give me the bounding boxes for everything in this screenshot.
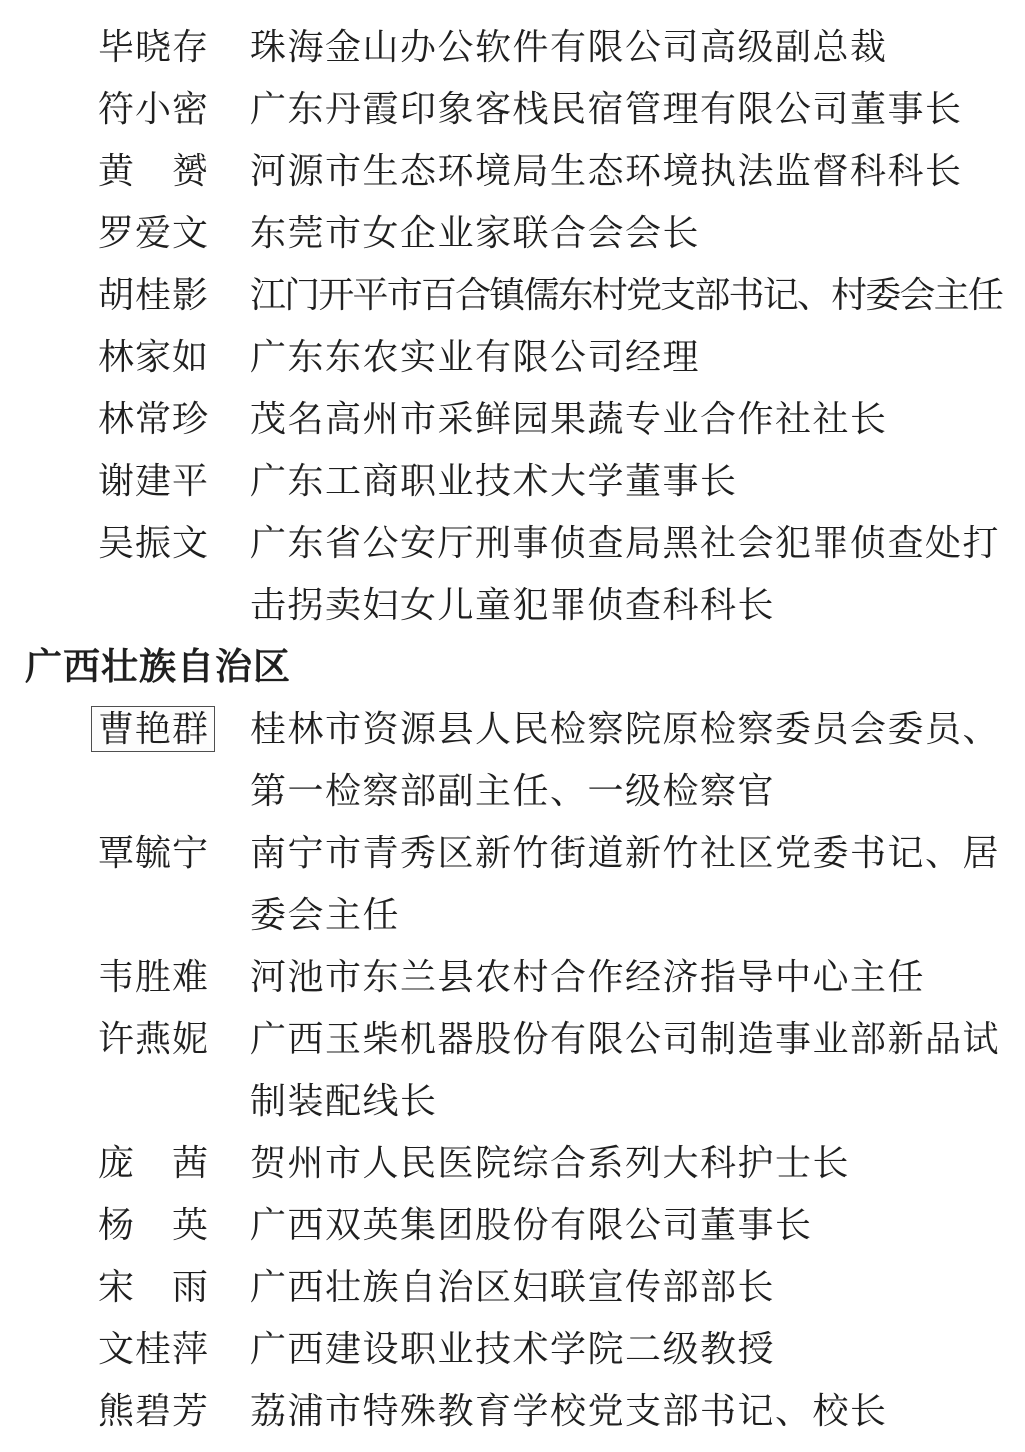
person-name: 覃毓宁 bbox=[98, 833, 208, 873]
entry-row bbox=[98, 16, 1025, 78]
position-text bbox=[250, 822, 1000, 946]
position-line: 广东丹霞印象客栈民宿管理有限公司董事长 bbox=[250, 89, 963, 129]
entry-row bbox=[98, 512, 1025, 636]
entry-row bbox=[98, 78, 1025, 140]
position-text bbox=[250, 78, 963, 140]
person-name: 符小密 bbox=[98, 89, 208, 129]
name-column bbox=[98, 512, 208, 574]
position-line: 贺州市人民医院综合系列大科护士长 bbox=[250, 1143, 851, 1183]
position-line: 广西壮族自治区妇联宣传部部长 bbox=[250, 1267, 776, 1307]
person-name: 熊碧芳 bbox=[98, 1391, 208, 1431]
position-line: 南宁市青秀区新竹街道新竹社区党委书记、居 bbox=[250, 833, 1001, 873]
position-line: 河池市东兰县农村合作经济指导中心主任 bbox=[250, 957, 926, 997]
person-name: 黄 赟 bbox=[98, 151, 208, 191]
position-text bbox=[250, 1132, 850, 1194]
name-column bbox=[98, 388, 208, 450]
entry-row bbox=[98, 698, 1025, 822]
name-column bbox=[98, 1256, 208, 1318]
position-text bbox=[250, 388, 888, 450]
name-column bbox=[98, 16, 208, 78]
position-text bbox=[250, 1256, 775, 1318]
name-column bbox=[98, 822, 208, 884]
name-column bbox=[98, 140, 208, 202]
section-header: 广西壮族自治区 bbox=[25, 646, 291, 687]
position-line: 江门开平市百合镇儒东村党支部书记、村委会主任 bbox=[250, 275, 1003, 315]
entry-row bbox=[98, 202, 1025, 264]
name-column bbox=[98, 1194, 208, 1256]
position-text bbox=[250, 512, 1000, 636]
person-name: 许燕妮 bbox=[98, 1019, 208, 1059]
name-column bbox=[98, 450, 208, 512]
entry-row bbox=[98, 1132, 1025, 1194]
entry-row bbox=[98, 140, 1025, 202]
position-text bbox=[250, 140, 963, 202]
position-line: 击拐卖妇女儿童犯罪侦查科科长 bbox=[250, 585, 776, 625]
position-line: 委会主任 bbox=[250, 895, 401, 935]
position-text bbox=[250, 1318, 775, 1380]
position-text bbox=[250, 1380, 888, 1442]
name-column bbox=[98, 326, 208, 388]
person-name: 林家如 bbox=[98, 337, 208, 377]
entry-row bbox=[98, 450, 1025, 512]
entry-row bbox=[98, 946, 1025, 1008]
name-column bbox=[98, 264, 208, 326]
person-name: 吴振文 bbox=[98, 523, 208, 563]
person-name: 文桂萍 bbox=[98, 1329, 208, 1369]
entry-row bbox=[98, 1256, 1025, 1318]
position-line: 东莞市女企业家联合会会长 bbox=[250, 213, 701, 253]
person-name: 庞 茜 bbox=[98, 1143, 208, 1183]
position-text bbox=[250, 264, 1002, 326]
position-line: 茂名高州市采鲜园果蔬专业合作社社长 bbox=[250, 399, 888, 439]
name-column bbox=[98, 1318, 208, 1380]
entry-row bbox=[98, 326, 1025, 388]
position-line: 第一检察部副主任、一级检察官 bbox=[250, 771, 776, 811]
position-line: 制装配线长 bbox=[250, 1081, 438, 1121]
entry-row bbox=[98, 1318, 1025, 1380]
position-text bbox=[250, 202, 700, 264]
position-line: 桂林市资源县人民检察院原检察委员会委员、 bbox=[250, 709, 1001, 749]
position-text bbox=[250, 16, 888, 78]
name-column bbox=[98, 1008, 208, 1070]
position-line: 广东工商职业技术大学董事长 bbox=[250, 461, 738, 501]
entry-row bbox=[98, 1194, 1025, 1256]
position-text bbox=[250, 326, 700, 388]
name-column bbox=[98, 202, 208, 264]
entry-row bbox=[98, 388, 1025, 450]
person-name: 杨 英 bbox=[98, 1205, 208, 1245]
position-text bbox=[250, 698, 1000, 822]
person-name: 谢建平 bbox=[98, 461, 208, 501]
position-line: 广西建设职业技术学院二级教授 bbox=[250, 1329, 776, 1369]
entry-row bbox=[98, 822, 1025, 946]
person-name: 罗爱文 bbox=[98, 213, 208, 253]
person-name: 胡桂影 bbox=[98, 275, 208, 315]
person-name: 林常珍 bbox=[98, 399, 208, 439]
name-column bbox=[98, 78, 208, 140]
position-line: 广西双英集团股份有限公司董事长 bbox=[250, 1205, 813, 1245]
position-text bbox=[250, 946, 925, 1008]
person-name: 韦胜难 bbox=[98, 957, 208, 997]
name-column bbox=[98, 1132, 208, 1194]
position-line: 广东东农实业有限公司经理 bbox=[250, 337, 701, 377]
person-name: 宋 雨 bbox=[98, 1267, 208, 1307]
entry-row bbox=[98, 1008, 1025, 1132]
name-column bbox=[98, 698, 208, 760]
name-column bbox=[98, 946, 208, 1008]
entry-row bbox=[98, 1380, 1025, 1442]
position-line: 河源市生态环境局生态环境执法监督科科长 bbox=[250, 151, 963, 191]
position-line: 荔浦市特殊教育学校党支部书记、校长 bbox=[250, 1391, 888, 1431]
position-text bbox=[250, 1194, 813, 1256]
entry-row bbox=[98, 264, 1025, 326]
position-line: 广西玉柴机器股份有限公司制造事业部新品试 bbox=[250, 1019, 1001, 1059]
position-line: 珠海金山办公软件有限公司高级副总裁 bbox=[250, 27, 888, 67]
person-name-boxed: 曹艳群 bbox=[91, 706, 215, 752]
position-text bbox=[250, 1008, 1000, 1132]
position-line: 广东省公安厅刑事侦查局黑社会犯罪侦查处打 bbox=[250, 523, 1001, 563]
person-name: 毕晓存 bbox=[98, 27, 208, 67]
position-text bbox=[250, 450, 738, 512]
name-column bbox=[98, 1380, 208, 1442]
